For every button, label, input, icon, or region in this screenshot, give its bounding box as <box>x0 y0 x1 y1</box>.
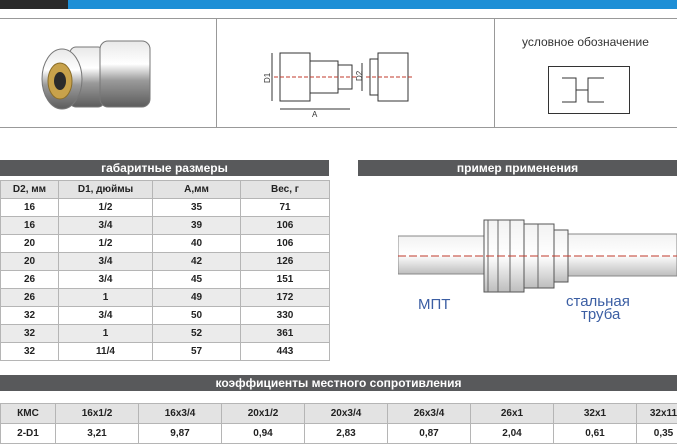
column-header: 32х1 <box>554 404 637 424</box>
column-header: Вес, г <box>241 181 330 199</box>
table-cell: 3/4 <box>59 253 153 271</box>
technical-drawing <box>258 39 418 119</box>
table-cell: 3/4 <box>59 271 153 289</box>
coefficients-title: коэффициенты местного сопротивления <box>0 375 677 391</box>
table-cell: 39 <box>153 217 241 235</box>
table-row <box>1 271 330 289</box>
column-header: 20х3/4 <box>305 404 388 424</box>
table-cell: 2-D1 <box>1 424 56 444</box>
table-cell: 1/2 <box>59 199 153 217</box>
table-row <box>1 253 330 271</box>
table-cell: 1 <box>59 325 153 343</box>
table-cell: 20 <box>1 235 59 253</box>
table-cell: 32 <box>1 325 59 343</box>
table-cell: 26 <box>1 289 59 307</box>
column-header: 32х11 <box>637 404 677 424</box>
column-header: 16х3/4 <box>139 404 222 424</box>
column-header: D1, дюймы <box>59 181 153 199</box>
coefficients-table <box>0 403 677 444</box>
table-cell: 3,21 <box>56 424 139 444</box>
label-mpt: МПТ <box>418 296 451 313</box>
table-cell: 172 <box>241 289 330 307</box>
column-header: 16х1/2 <box>56 404 139 424</box>
table-row <box>1 325 330 343</box>
table-cell: 52 <box>153 325 241 343</box>
table-cell: 26 <box>1 271 59 289</box>
table-cell: 2,83 <box>305 424 388 444</box>
dimensions-title: габаритные размеры <box>0 160 329 176</box>
fitting-photo <box>30 25 160 121</box>
table-row <box>1 343 330 361</box>
table-cell: 42 <box>153 253 241 271</box>
divider <box>216 19 217 127</box>
table-cell: 16 <box>1 199 59 217</box>
column-header: 26х1 <box>471 404 554 424</box>
table-cell: 106 <box>241 217 330 235</box>
table-row <box>1 289 330 307</box>
table-cell: 49 <box>153 289 241 307</box>
table-cell: 11/4 <box>59 343 153 361</box>
column-header: D2, мм <box>1 181 59 199</box>
table-cell: 1/2 <box>59 235 153 253</box>
table-cell: 40 <box>153 235 241 253</box>
column-header: 26х3/4 <box>388 404 471 424</box>
table-cell: 50 <box>153 307 241 325</box>
label-d1: D1 <box>263 72 272 83</box>
table-cell: 32 <box>1 307 59 325</box>
table-cell: 443 <box>241 343 330 361</box>
table-cell: 126 <box>241 253 330 271</box>
table-row <box>1 235 330 253</box>
column-header: A,мм <box>153 181 241 199</box>
image-row <box>0 18 677 128</box>
column-header: КМС <box>1 404 56 424</box>
table-row <box>1 217 330 235</box>
symbol-label: условное обозначение <box>522 35 649 49</box>
table-row <box>1 424 677 444</box>
table-cell: 3/4 <box>59 307 153 325</box>
example-illustration <box>398 212 677 302</box>
label-d2: D2 <box>355 70 364 81</box>
dimensions-table <box>0 180 330 361</box>
table-cell: 0,94 <box>222 424 305 444</box>
table-cell: 151 <box>241 271 330 289</box>
table-cell: 45 <box>153 271 241 289</box>
table-row <box>1 199 330 217</box>
table-cell: 20 <box>1 253 59 271</box>
table-cell: 71 <box>241 199 330 217</box>
table-cell: 0,87 <box>388 424 471 444</box>
table-cell: 35 <box>153 199 241 217</box>
top-banner <box>0 0 677 9</box>
schematic-symbol <box>548 66 630 114</box>
example-title: пример применения <box>358 160 677 176</box>
table-cell: 0,35 <box>637 424 677 444</box>
table-cell: 2,04 <box>471 424 554 444</box>
label-steel-2: труба <box>581 306 621 323</box>
table-cell: 0,61 <box>554 424 637 444</box>
table-cell: 361 <box>241 325 330 343</box>
table-row <box>1 307 330 325</box>
column-header: 20х1/2 <box>222 404 305 424</box>
table-cell: 9,87 <box>139 424 222 444</box>
table-cell: 330 <box>241 307 330 325</box>
table-cell: 3/4 <box>59 217 153 235</box>
table-cell: 32 <box>1 343 59 361</box>
divider <box>494 19 495 127</box>
label-a: A <box>312 110 318 119</box>
table-cell: 16 <box>1 217 59 235</box>
table-cell: 106 <box>241 235 330 253</box>
banner-dark-block <box>0 0 68 9</box>
table-cell: 1 <box>59 289 153 307</box>
label-steel-1: стальная <box>566 293 630 310</box>
table-cell: 57 <box>153 343 241 361</box>
